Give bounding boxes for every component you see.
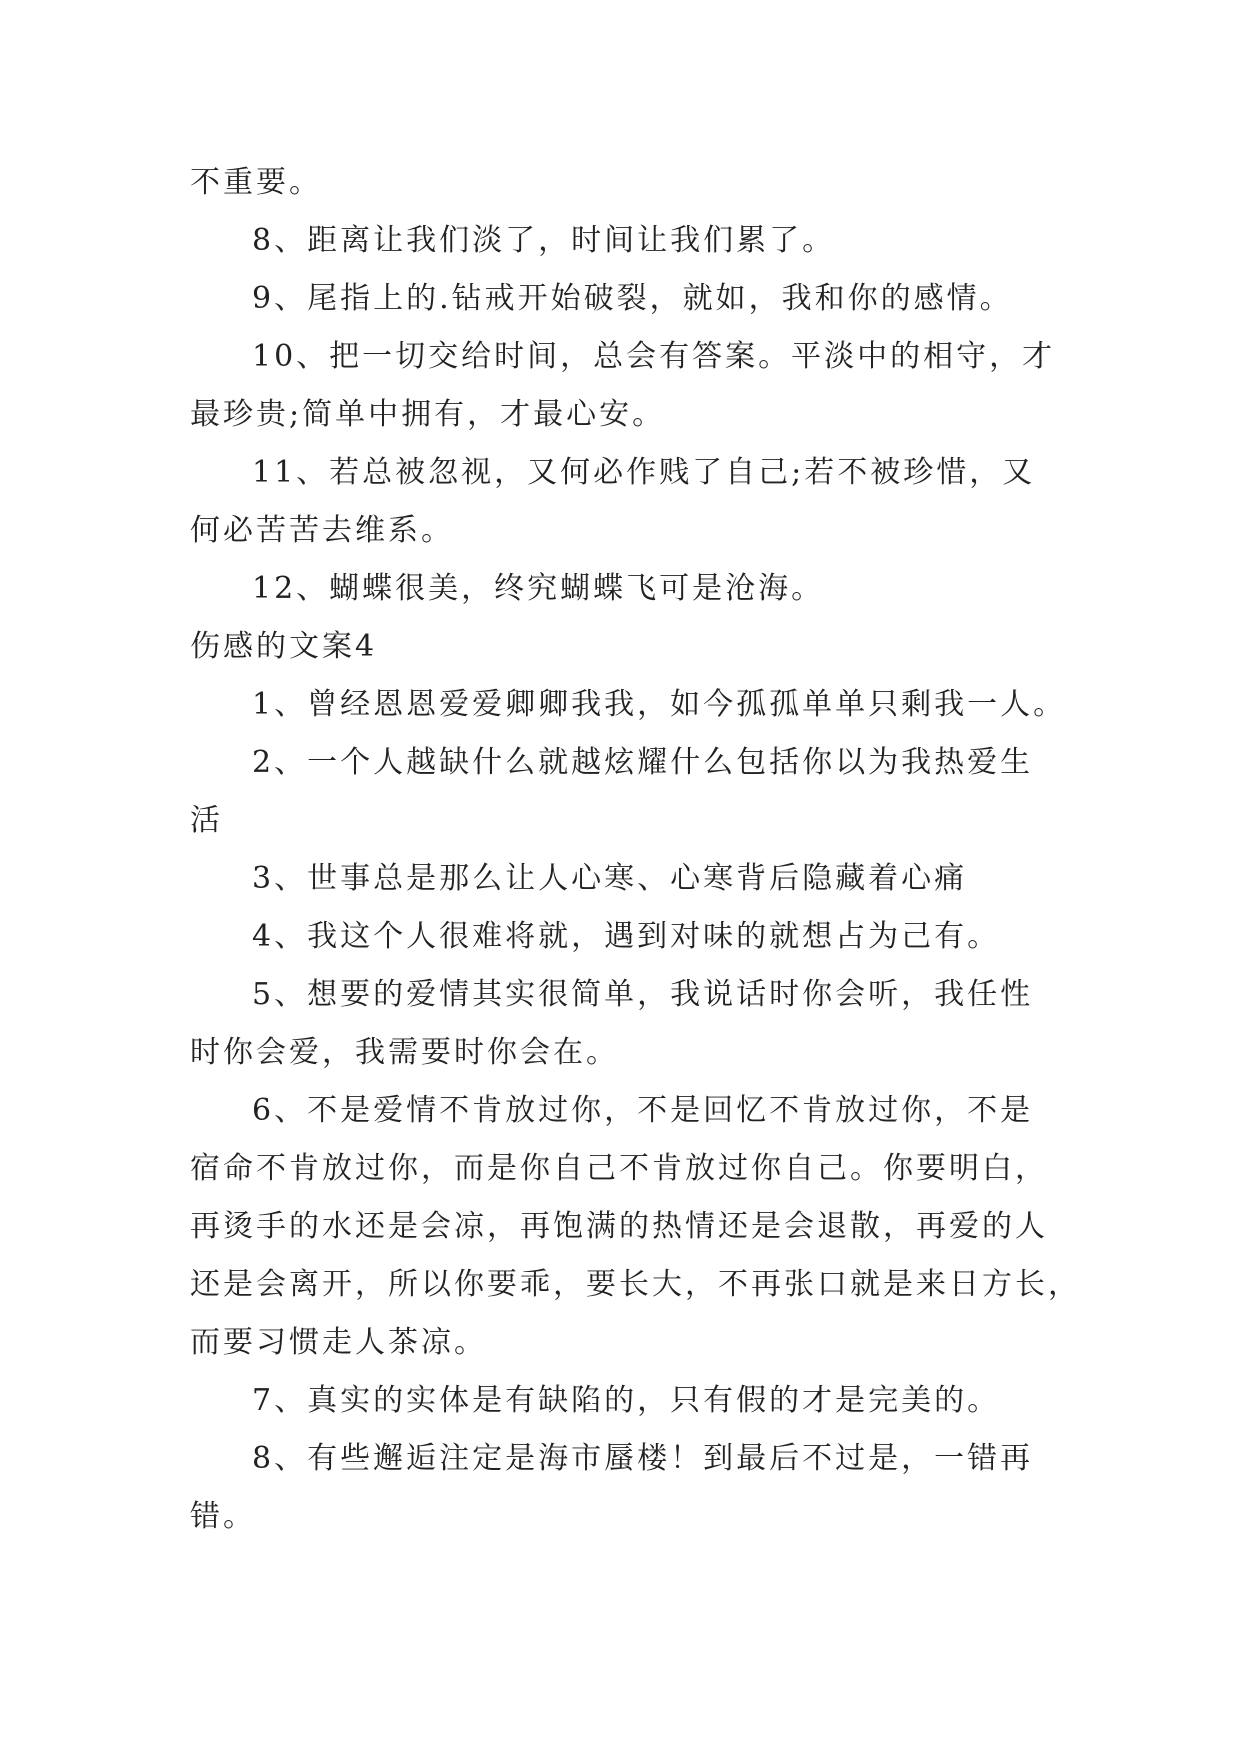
paragraph-line: 最珍贵;简单中拥有，才最心安。 bbox=[190, 397, 666, 432]
document-body bbox=[190, 154, 1081, 1546]
list-item: 6、不是爱情不肯放过你，不是回忆不肯放过你，不是 bbox=[252, 1093, 1034, 1128]
paragraph-line: 活 bbox=[190, 803, 223, 838]
list-item: 5、想要的爱情其实很简单，我说话时你会听，我任性 bbox=[252, 977, 1034, 1012]
list-item: 3、世事总是那么让人心寒、心寒背后隐藏着心痛 bbox=[252, 861, 968, 896]
list-item: 9、尾指上的.钻戒开始破裂，就如，我和你的感情。 bbox=[252, 281, 1013, 316]
paragraph-line: 再烫手的水还是会凉，再饱满的热情还是会退散，再爱的人 bbox=[190, 1209, 1048, 1244]
paragraph-line: 宿命不肯放过你，而是你自己不肯放过你自己。你要明白， bbox=[190, 1151, 1048, 1186]
list-item: 12、蝴蝶很美，终究蝴蝶飞可是沧海。 bbox=[252, 571, 825, 606]
list-item: 8、有些邂逅注定是海市蜃楼！到最后不过是，一错再 bbox=[252, 1441, 1034, 1476]
paragraph-line: 时你会爱，我需要时你会在。 bbox=[190, 1035, 619, 1070]
list-item: 4、我这个人很难将就，遇到对味的就想占为己有。 bbox=[252, 919, 1001, 954]
list-item: 1、曾经恩恩爱爱卿卿我我，如今孤孤单单只剩我一人。 bbox=[252, 687, 1067, 722]
paragraph-line: 还是会离开，所以你要乖，要长大，不再张口就是来日方长， bbox=[190, 1267, 1081, 1302]
paragraph-line: 不重要。 bbox=[190, 165, 322, 200]
section-heading: 伤感的文案4 bbox=[190, 629, 378, 664]
paragraph-line: 而要习惯走人茶凉。 bbox=[190, 1325, 487, 1360]
paragraph-line: 错。 bbox=[190, 1499, 256, 1534]
list-item: 2、一个人越缺什么就越炫耀什么包括你以为我热爱生 bbox=[252, 745, 1034, 780]
paragraph-line: 何必苦苦去维系。 bbox=[190, 513, 454, 548]
list-item: 11、若总被忽视，又何必作贱了自己;若不被珍惜，又 bbox=[252, 455, 1036, 490]
list-item: 8、距离让我们淡了，时间让我们累了。 bbox=[252, 223, 836, 258]
list-item: 10、把一切交给时间，总会有答案。平淡中的相守，才 bbox=[252, 339, 1056, 374]
list-item: 7、真实的实体是有缺陷的，只有假的才是完美的。 bbox=[252, 1383, 1001, 1418]
